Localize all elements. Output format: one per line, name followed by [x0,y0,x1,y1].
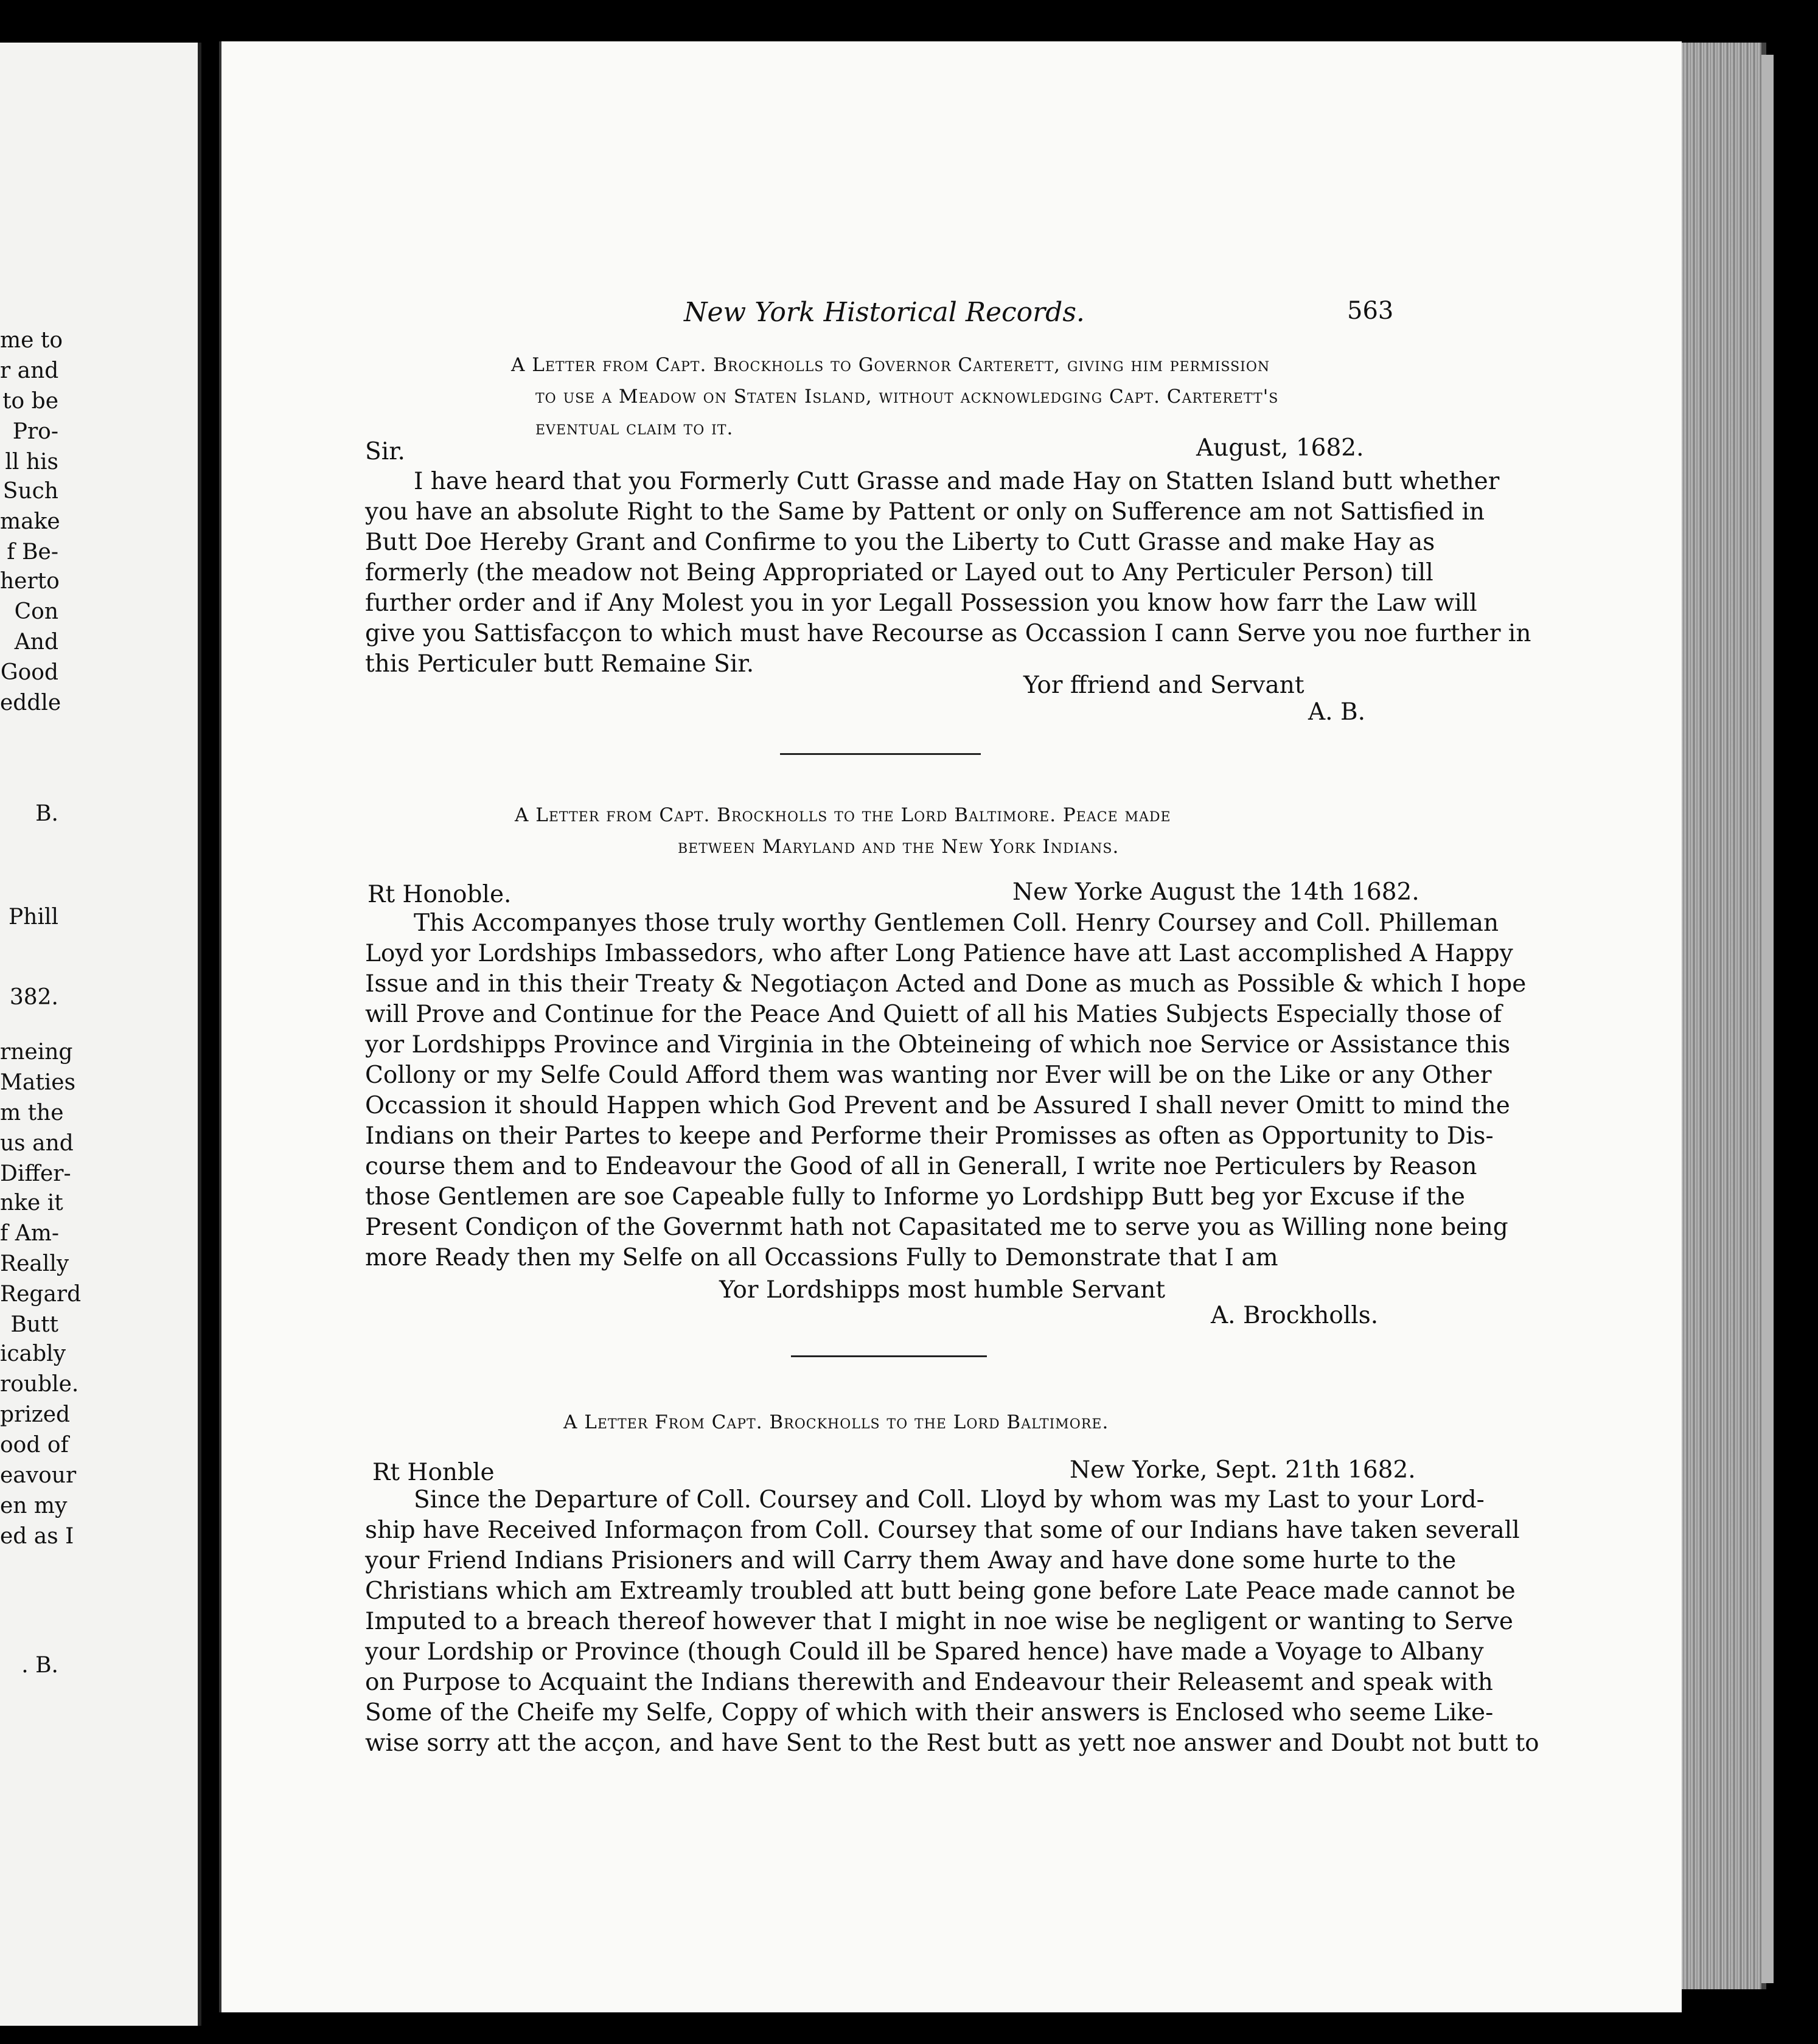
letter2-signature: A. Brockholls. [1211,1302,1379,1329]
letter3-salutation: Rt Honble [372,1459,495,1486]
body-line: Occassion it should Happen which God Prevent and be Assured I shall never Omitt to mind the [365,1092,1510,1119]
letter2-salutation: Rt Honoble. [367,881,512,908]
left-page-text-fragment: ll his [5,450,58,474]
body-line: give you Sattisfacçon to which must have Recourse as Occassion I cann Serve you noe further in [365,620,1531,647]
body-line: those Gentlemen are soe Capeable fully to Informe yo Lordshipp Butt beg yor Excuse if the [365,1183,1465,1211]
section-divider [780,753,981,755]
body-line: Since the Departure of Coll. Coursey and Coll. Lloyd by whom was my Last to your Lord- [414,1486,1485,1514]
body-line: your Lordship or Province (though Could ill be Spared hence) have made a Voyage to Albany [365,1638,1484,1666]
body-line: course them and to Endeavour the Good of all in Generall, I write noe Perticulers by Reason [365,1153,1477,1180]
left-page-text-fragment: 382. [9,985,58,1010]
left-page-text-fragment: me to [0,328,63,353]
left-page-text-fragment: ed as I [0,1524,74,1549]
body-line: further order and if Any Molest you in yor Legall Possession you know how farr the Law will [365,589,1477,617]
left-page-text-fragment: make [0,509,60,534]
left-page-text-fragment: eddle [0,690,61,715]
letter3-heading-line: A Letter From Capt. Brockholls to the Lord Baltimore. [563,1411,1109,1433]
body-line: will Prove and Continue for the Peace And Quiett of all his Maties Subjects Especially those of [365,1001,1502,1028]
page-edges-outer [1761,55,1774,1983]
letter2-heading-line: A Letter from Capt. Brockholls to the Lord Baltimore. Peace made [515,804,1171,826]
left-page-text-fragment: Differ- [0,1161,71,1186]
left-page-text-fragment: Con [14,599,58,624]
body-line: Butt Doe Hereby Grant and Confirme to you the Liberty to Cutt Grasse and make Hay as [365,529,1435,556]
letter1-heading-line: eventual claim to it. [535,417,734,439]
letter1-date: August, 1682. [1196,434,1364,462]
left-page-text-fragment: . B. [21,1653,58,1678]
letter1-signature: A. B. [1308,698,1366,726]
left-page-text-fragment: Good [0,660,58,685]
left-page-text-fragment: Maties [0,1070,76,1095]
body-line: Issue and in this their Treaty & Negotiaçon Acted and Done as much as Possible & which I hope [365,970,1527,998]
body-line: I have heard that you Formerly Cutt Grasse and made Hay on Statten Island butt whether [414,468,1500,495]
left-page-text-fragment: f Am- [0,1221,60,1246]
body-line: more Ready then my Selfe on all Occassions Fully to Demonstrate that I am [365,1244,1278,1271]
left-page-text-fragment: rneing [0,1040,73,1065]
page-number: 563 [1347,297,1394,325]
left-page-text-fragment: to be [2,389,58,414]
left-page-text-fragment: en my [0,1493,68,1518]
letter2-date: New Yorke August the 14th 1682. [1012,878,1419,906]
left-page-text-fragment: ood of [0,1433,69,1458]
letter1-salutation: Sir. [365,438,405,465]
letter1-heading-line: to use a Meadow on Staten Island, without acknowledging Capt. Carterett's [535,386,1279,408]
left-page-fragment [0,43,201,2026]
section-divider [791,1355,987,1357]
left-page-text-fragment: rouble. [0,1372,79,1397]
left-page-text-fragment: Such [2,479,58,504]
left-page-text-fragment: nke it [0,1191,63,1215]
body-line: Present Condiçon of the Governmt hath not Capasitated me to serve you as Willing none being [365,1214,1508,1241]
letter2-heading-line: between Maryland and the New York Indians. [678,836,1120,858]
body-line: Loyd yor Lordships Imbassedors, who after Long Patience have att Last accomplished A Happy [365,940,1513,967]
left-page-text-fragment: Butt [10,1312,58,1337]
left-page-text-fragment: us and [0,1131,74,1156]
document-page [219,41,1682,2012]
left-page-text-fragment: B. [35,801,58,826]
letter2-closing: Yor Lordshipps most humble Servant [719,1276,1166,1304]
left-page-text-fragment: And [14,630,58,655]
left-page-text-fragment: prized [0,1402,71,1427]
body-line: formerly (the meadow not Being Appropriated or Layed out to Any Perticuler Person) till [365,559,1433,586]
body-line: Some of the Cheife my Selfe, Coppy of which with their answers is Enclosed who seeme Like- [365,1699,1494,1726]
body-line: you have an absolute Right to the Same by Pattent or only on Sufference am not Sattisfied in [365,498,1485,526]
body-line: Christians which am Extreamly troubled att butt being gone before Late Peace made cannot be [365,1577,1516,1605]
body-line: ship have Received Informaçon from Coll. Coursey that some of our Indians have taken severall [365,1517,1520,1544]
body-line: This Accompanyes those truly worthy Gentlemen Coll. Henry Coursey and Coll. Philleman [414,909,1499,937]
body-line: wise sorry att the acçon, and have Sent to the Rest butt as yett noe answer and Doubt not butt to [365,1729,1539,1757]
letter3-date: New Yorke, Sept. 21th 1682. [1070,1456,1416,1484]
body-line: yor Lordshipps Province and Virginia in the Obteineing of which noe Service or Assistance this [365,1031,1511,1058]
running-head: New York Historical Records. [684,297,1085,328]
left-page-text-fragment: f Be- [7,540,58,565]
left-page-text-fragment: eavour [0,1463,77,1488]
left-page-text-fragment: Really [0,1251,69,1276]
body-line: your Friend Indians Prisioners and will Carry them Away and have done some hurte to the [365,1547,1457,1574]
body-line: on Purpose to Acquaint the Indians therewith and Endeavour their Releasemt and speak with [365,1669,1493,1696]
left-page-text-fragment: herto [0,569,60,594]
letter1-heading-line: A Letter from Capt. Brockholls to Governor Carterett, giving him permission [511,354,1270,376]
left-page-text-fragment: r and [0,358,59,383]
body-line: Indians on their Partes to keepe and Performe their Promisses as often as Opportunity to Dis- [365,1122,1494,1150]
body-line: Imputed to a breach thereof however that I might in noe wise be negligent or wanting to Serve [365,1608,1513,1635]
left-page-text-fragment: m the [0,1100,64,1125]
body-line: this Perticuler butt Remaine Sir. [365,650,754,678]
left-page-text-fragment: icably [0,1341,66,1366]
left-page-text-fragment: Phill [9,905,58,930]
body-line: Collony or my Selfe Could Afford them was wanting nor Ever will be on the Like or any Other [365,1062,1492,1089]
page-edges [1676,43,1766,1989]
left-page-text-fragment: Pro- [12,419,58,444]
left-page-text-fragment: Regard [0,1282,82,1307]
letter1-closing: Yor ffriend and Servant [1023,672,1304,699]
